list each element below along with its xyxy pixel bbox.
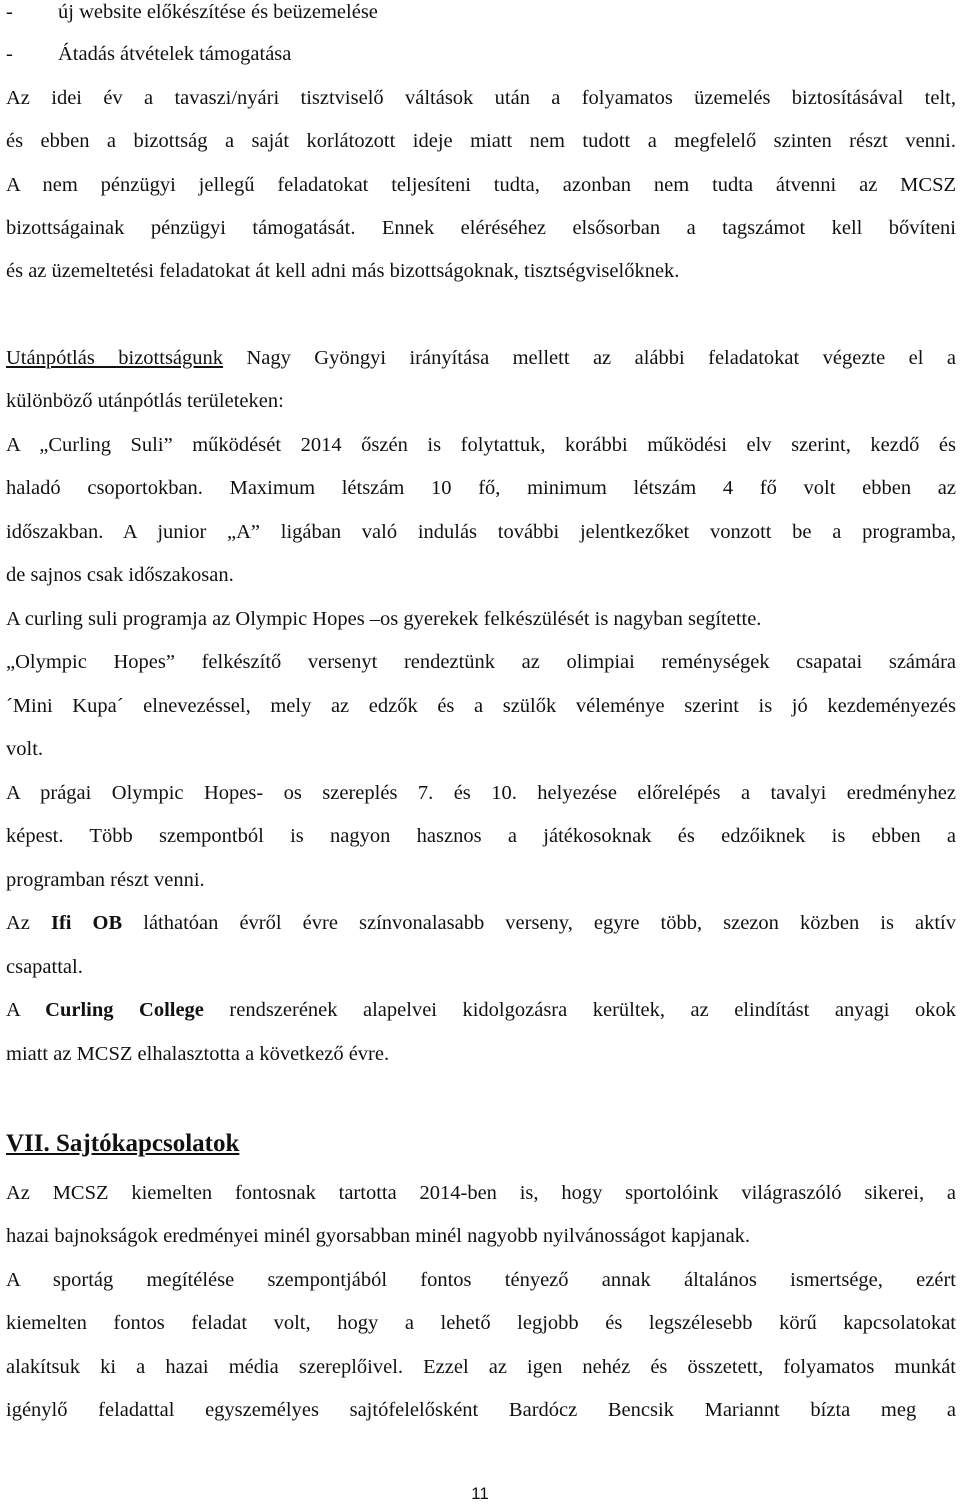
paragraph-line: A curling suli programja az Olympic Hopes –os gyerekek felkészülését is nagyban segítette. — [6, 608, 762, 630]
bullet-text: új website előkészítése és beüzemelése — [58, 1, 378, 23]
paragraph-text: láthatóan évről évre színvonalasabb verseny, egyre több, szezon közben is aktív — [122, 912, 957, 934]
paragraph-line: programban részt venni. — [6, 869, 205, 891]
paragraph-line: Az idei év a tavaszi/nyári tisztviselő váltások után a folyamatos üzemelés biztosításával telt, — [6, 87, 956, 109]
paragraph-line: különböző utánpótlás területeken: — [6, 390, 284, 412]
paragraph-line: kiemelten fontos feladat volt, hogy a lehető legjobb és legszélesebb körű kapcsolatokat — [6, 1312, 956, 1334]
paragraph-line: és az üzemeltetési feladatokat át kell adni más bizottságoknak, tisztségviselőknek. — [6, 260, 680, 282]
paragraph-line: csapattal. — [6, 956, 83, 978]
paragraph-line: A prágai Olympic Hopes- os szereplés 7. és 10. helyezése előrelépés a tavalyi eredményhez — [6, 782, 956, 804]
bullet-marker: - — [6, 1, 13, 23]
paragraph-line — [6, 346, 956, 370]
paragraph-line: ´Mini Kupa´ elnevezéssel, mely az edzők és a szülők véleménye szerint is jó kezdeményezés — [6, 695, 956, 717]
paragraph-text: Nagy Gyöngyi irányítása mellett az alábbi feladatokat végezte el a — [223, 347, 956, 369]
paragraph-text: rendszerének alapelvei kidolgozásra kerültek, az elindítást anyagi okok — [203, 999, 956, 1021]
paragraph-line: időszakban. A junior „A” ligában való indulás további jelentkezőket vonzott be a programba, — [6, 521, 956, 543]
bullet-marker: - — [6, 43, 13, 65]
paragraph-line: A nem pénzügyi jellegű feladatokat teljesíteni tudta, azonban nem tudta átvenni az MCSZ — [6, 174, 956, 196]
paragraph-line: és ebben a bizottság a saját korlátozott ideje miatt nem tudott a megfelelő szinten részt venni. — [6, 130, 956, 152]
paragraph-line: A „Curling Suli” működését 2014 őszén is folytattuk, korábbi működési elv szerint, kezdő és — [6, 434, 956, 456]
paragraph-text: Az — [6, 912, 51, 934]
paragraph-text: A — [6, 999, 46, 1021]
paragraph-line: képest. Több szempontból is nagyon hasznos a játékosoknak és edzőiknek is ebben a — [6, 825, 956, 847]
paragraph-line: „Olympic Hopes” felkészítő versenyt rendeztünk az olimpiai reménységek csapatai számára — [6, 651, 956, 673]
paragraph-line: Az MCSZ kiemelten fontosnak tartotta 2014-ben is, hogy sportolóink világraszóló sikerei, a — [6, 1182, 956, 1204]
paragraph-line: igénylő feladattal egyszemélyes sajtófelelősként Bardócz Bencsik Mariannt bízta meg a — [6, 1399, 956, 1421]
paragraph-line: volt. — [6, 738, 44, 760]
paragraph-line — [6, 998, 956, 1022]
committee-name: Utánpótlás bizottságunk — [6, 347, 224, 369]
paragraph-line: miatt az MCSZ elhalasztotta a következő évre. — [6, 1043, 390, 1065]
paragraph-line — [6, 911, 956, 935]
bullet-item — [6, 42, 956, 66]
program-name: Curling College — [45, 999, 204, 1021]
paragraph-line: hazai bajnokságok eredményei minél gyorsabban minél nagyobb nyilvánosságot kapjanak. — [6, 1225, 751, 1247]
bullet-text: Átadás átvételek támogatása — [58, 43, 292, 65]
event-name: Ifi OB — [50, 912, 123, 934]
section-heading: VII. Sajtókapcsolatok — [6, 1130, 240, 1157]
paragraph-line: A sportág megítélése szempontjából fontos tényező annak általános ismertsége, ezért — [6, 1269, 956, 1291]
paragraph-line: alakítsuk ki a hazai média szereplőivel. Ezzel az igen nehéz és összetett, folyamatos munkát — [6, 1356, 956, 1378]
paragraph-line: bizottságainak pénzügyi támogatását. Ennek eléréséhez elsősorban a tagszámot kell bővíteni — [6, 217, 956, 239]
bullet-item — [6, 0, 956, 24]
paragraph-line: haladó csoportokban. Maximum létszám 10 fő, minimum létszám 4 fő volt ebben az — [6, 477, 956, 499]
page-number: 11 — [471, 1484, 489, 1503]
paragraph-line: de sajnos csak időszakosan. — [6, 564, 234, 586]
